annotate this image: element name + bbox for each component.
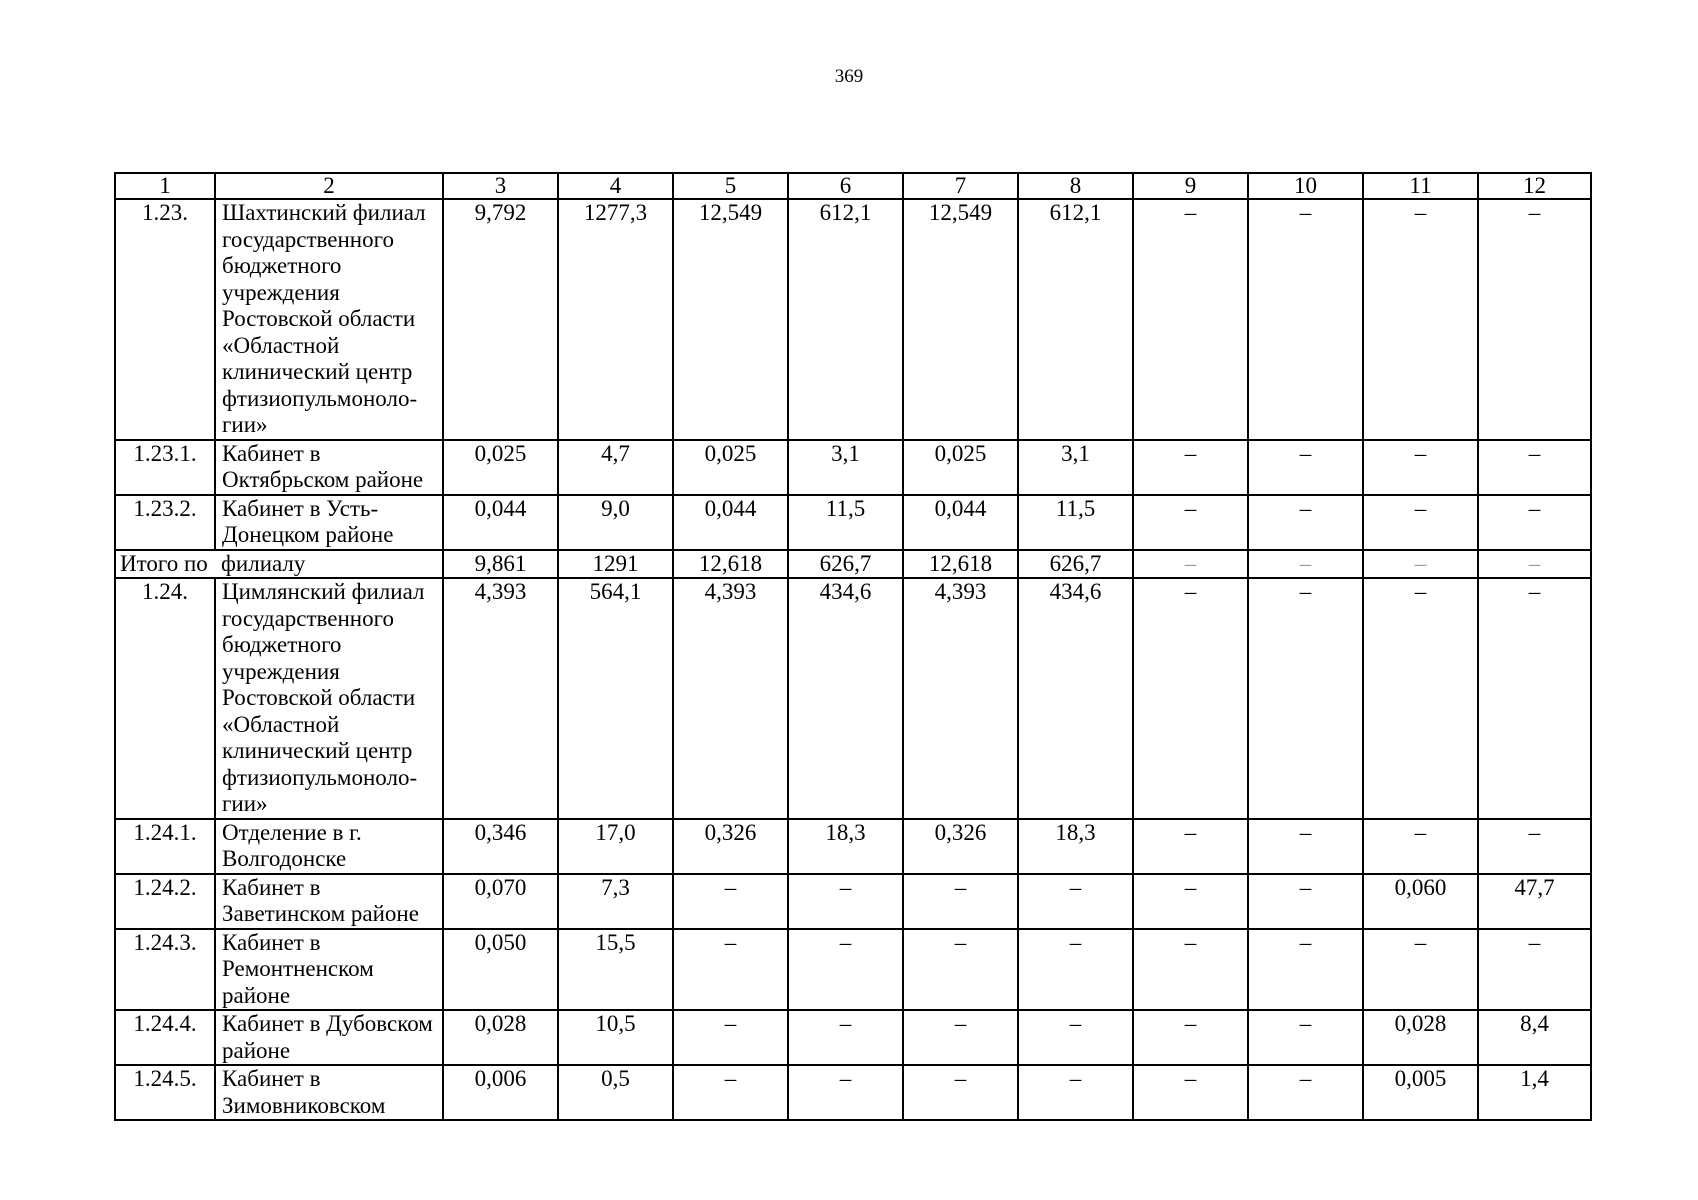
value-cell: – xyxy=(1248,440,1363,495)
value-cell: – xyxy=(1018,1010,1133,1065)
value-cell: 434,6 xyxy=(1018,578,1133,819)
value-cell: – xyxy=(1133,874,1248,929)
value-cell: – xyxy=(1248,929,1363,1011)
value-cell: – xyxy=(1478,199,1591,440)
row-name: Шахтинский филиал государственного бюджетного учреждения Ростовской области «Областной клинический центр фтизиопульмоноло-гии» xyxy=(215,199,443,440)
value-cell: – xyxy=(1133,819,1248,874)
total-value-cell: 626,7 xyxy=(788,550,903,579)
value-cell: 11,5 xyxy=(788,495,903,550)
value-cell: – xyxy=(1363,929,1478,1011)
value-cell: 0,005 xyxy=(1363,1065,1478,1120)
value-cell: – xyxy=(673,874,788,929)
value-cell: 0,025 xyxy=(443,440,558,495)
value-cell: 612,1 xyxy=(788,199,903,440)
row-name: Кабинет в Усть-Донецком районе xyxy=(215,495,443,550)
value-cell: 564,1 xyxy=(558,578,673,819)
total-value-cell: – xyxy=(1248,550,1363,579)
row-code: 1.23. xyxy=(115,199,215,440)
value-cell: 3,1 xyxy=(788,440,903,495)
data-table xyxy=(114,172,1592,1121)
value-cell: – xyxy=(1478,495,1591,550)
value-cell: 9,792 xyxy=(443,199,558,440)
value-cell: – xyxy=(1248,819,1363,874)
total-value-cell: – xyxy=(1133,550,1248,579)
table-row xyxy=(115,929,1591,1011)
value-cell: – xyxy=(903,1065,1018,1120)
value-cell: 18,3 xyxy=(1018,819,1133,874)
row-code: 1.23.1. xyxy=(115,440,215,495)
row-code: 1.24.4. xyxy=(115,1010,215,1065)
value-cell: 0,070 xyxy=(443,874,558,929)
value-cell: – xyxy=(903,929,1018,1011)
table-row xyxy=(115,1065,1591,1120)
row-code: 1.24.1. xyxy=(115,819,215,874)
value-cell: 0,346 xyxy=(443,819,558,874)
column-number-header: 4 xyxy=(558,173,673,199)
value-cell: – xyxy=(1018,874,1133,929)
column-number-header: 9 xyxy=(1133,173,1248,199)
value-cell: – xyxy=(1478,440,1591,495)
value-cell: – xyxy=(1363,819,1478,874)
column-number-header: 8 xyxy=(1018,173,1133,199)
total-value-cell: 626,7 xyxy=(1018,550,1133,579)
value-cell: – xyxy=(903,874,1018,929)
value-cell: – xyxy=(1133,440,1248,495)
value-cell: – xyxy=(1248,1010,1363,1065)
total-value-cell: 1291 xyxy=(558,550,673,579)
value-cell: 0,044 xyxy=(673,495,788,550)
value-cell: – xyxy=(1478,929,1591,1011)
value-cell: 0,326 xyxy=(903,819,1018,874)
header-row xyxy=(115,173,1591,199)
value-cell: – xyxy=(1363,199,1478,440)
value-cell: 4,393 xyxy=(673,578,788,819)
value-cell: – xyxy=(1133,495,1248,550)
row-name: Отделение в г. Волгодонске xyxy=(215,819,443,874)
value-cell: 47,7 xyxy=(1478,874,1591,929)
value-cell: – xyxy=(1478,578,1591,819)
value-cell: 9,0 xyxy=(558,495,673,550)
total-label-part2: филиалу xyxy=(215,550,443,579)
table-row xyxy=(115,874,1591,929)
value-cell: – xyxy=(1018,929,1133,1011)
total-row xyxy=(115,550,1591,579)
value-cell: – xyxy=(1133,1065,1248,1120)
value-cell: 12,549 xyxy=(903,199,1018,440)
value-cell: – xyxy=(1133,929,1248,1011)
value-cell: – xyxy=(1248,1065,1363,1120)
value-cell: – xyxy=(903,1010,1018,1065)
value-cell: – xyxy=(1363,578,1478,819)
value-cell: – xyxy=(1248,578,1363,819)
value-cell: 612,1 xyxy=(1018,199,1133,440)
value-cell: – xyxy=(1248,199,1363,440)
row-name: Кабинет в Заветинском районе xyxy=(215,874,443,929)
value-cell: – xyxy=(788,1010,903,1065)
value-cell: – xyxy=(1478,819,1591,874)
value-cell: 4,393 xyxy=(443,578,558,819)
value-cell: – xyxy=(1133,1010,1248,1065)
table-row xyxy=(115,1010,1591,1065)
row-code: 1.24. xyxy=(115,578,215,819)
value-cell: 0,028 xyxy=(1363,1010,1478,1065)
value-cell: 18,3 xyxy=(788,819,903,874)
column-number-header: 1 xyxy=(115,173,215,199)
table-row xyxy=(115,440,1591,495)
column-number-header: 3 xyxy=(443,173,558,199)
total-label-part1: Итого по xyxy=(115,550,215,579)
table-row xyxy=(115,578,1591,819)
value-cell: – xyxy=(788,874,903,929)
value-cell: 0,326 xyxy=(673,819,788,874)
value-cell: 12,549 xyxy=(673,199,788,440)
value-cell: 0,025 xyxy=(903,440,1018,495)
value-cell: – xyxy=(1018,1065,1133,1120)
value-cell: 0,006 xyxy=(443,1065,558,1120)
value-cell: 3,1 xyxy=(1018,440,1133,495)
row-name: Кабинет в Октябрьском районе xyxy=(215,440,443,495)
row-code: 1.24.3. xyxy=(115,929,215,1011)
value-cell: – xyxy=(788,929,903,1011)
value-cell: 4,393 xyxy=(903,578,1018,819)
value-cell: – xyxy=(1248,495,1363,550)
total-value-cell: – xyxy=(1478,550,1591,579)
row-name: Кабинет в Ремонтненском районе xyxy=(215,929,443,1011)
total-value-cell: 12,618 xyxy=(673,550,788,579)
value-cell: – xyxy=(1248,874,1363,929)
table-row xyxy=(115,495,1591,550)
column-number-header: 6 xyxy=(788,173,903,199)
column-number-header: 12 xyxy=(1478,173,1591,199)
value-cell: 7,3 xyxy=(558,874,673,929)
column-number-header: 7 xyxy=(903,173,1018,199)
value-cell: – xyxy=(1363,440,1478,495)
value-cell: 0,028 xyxy=(443,1010,558,1065)
value-cell: 0,050 xyxy=(443,929,558,1011)
value-cell: 0,5 xyxy=(558,1065,673,1120)
value-cell: 11,5 xyxy=(1018,495,1133,550)
value-cell: – xyxy=(673,1065,788,1120)
column-number-header: 5 xyxy=(673,173,788,199)
page-number: 369 xyxy=(834,66,864,87)
value-cell: 0,025 xyxy=(673,440,788,495)
value-cell: 0,044 xyxy=(443,495,558,550)
column-number-header: 10 xyxy=(1248,173,1363,199)
value-cell: 15,5 xyxy=(558,929,673,1011)
value-cell: 0,044 xyxy=(903,495,1018,550)
value-cell: – xyxy=(1133,199,1248,440)
value-cell: – xyxy=(673,1010,788,1065)
row-name: Кабинет в Зимовниковском xyxy=(215,1065,443,1120)
row-code: 1.23.2. xyxy=(115,495,215,550)
value-cell: 10,5 xyxy=(558,1010,673,1065)
value-cell: 17,0 xyxy=(558,819,673,874)
value-cell: 4,7 xyxy=(558,440,673,495)
row-code: 1.24.5. xyxy=(115,1065,215,1120)
row-code: 1.24.2. xyxy=(115,874,215,929)
table-row xyxy=(115,819,1591,874)
value-cell: – xyxy=(788,1065,903,1120)
value-cell: – xyxy=(1133,578,1248,819)
column-number-header: 11 xyxy=(1363,173,1478,199)
value-cell: 434,6 xyxy=(788,578,903,819)
value-cell: 1277,3 xyxy=(558,199,673,440)
value-cell: 0,060 xyxy=(1363,874,1478,929)
total-value-cell: – xyxy=(1363,550,1478,579)
row-name: Кабинет в Дубовском районе xyxy=(215,1010,443,1065)
value-cell: – xyxy=(1363,495,1478,550)
table-row xyxy=(115,199,1591,440)
value-cell: – xyxy=(673,929,788,1011)
column-number-header: 2 xyxy=(215,173,443,199)
row-name: Цимлянский филиал государственного бюджетного учреждения Ростовской области «Областной клинический центр фтизиопульмоноло-гии» xyxy=(215,578,443,819)
value-cell: 1,4 xyxy=(1478,1065,1591,1120)
value-cell: 8,4 xyxy=(1478,1010,1591,1065)
total-value-cell: 9,861 xyxy=(443,550,558,579)
total-value-cell: 12,618 xyxy=(903,550,1018,579)
